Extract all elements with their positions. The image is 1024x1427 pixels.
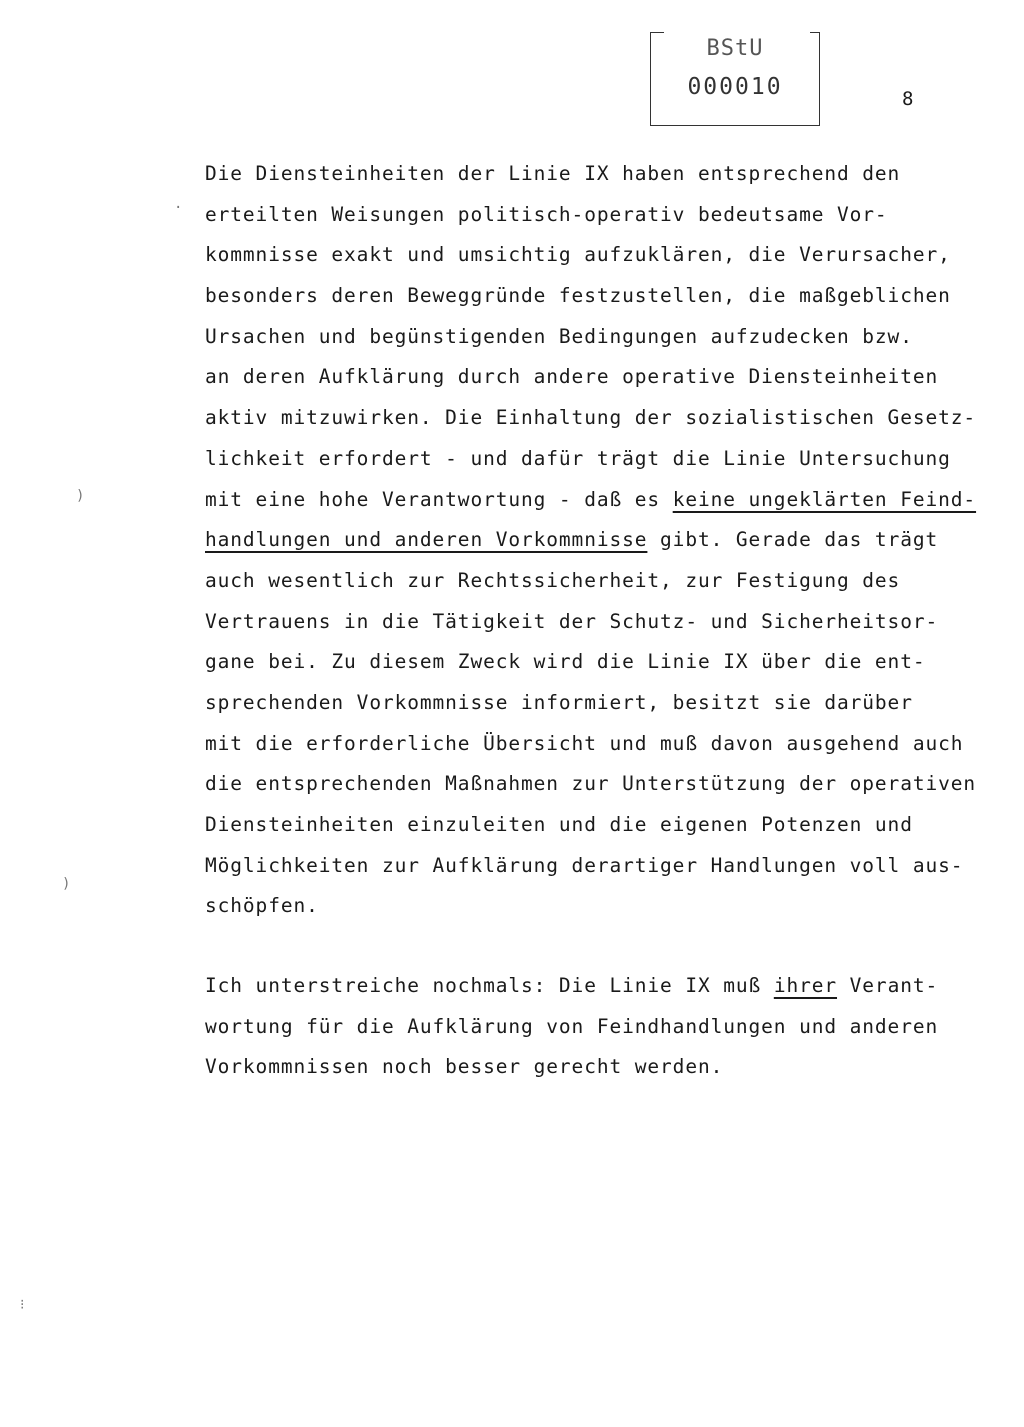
stamp-number: 000010: [687, 74, 783, 100]
text-line: [205, 317, 985, 358]
text-line: [205, 764, 985, 805]
page-number: 8: [902, 88, 914, 110]
text-line: [205, 724, 985, 765]
text-segment: Vorkommnissen noch besser gerecht werden.: [205, 1055, 724, 1079]
text-segment: gibt. Gerade das trägt: [647, 528, 939, 552]
stamp-organization: BStU: [706, 36, 764, 61]
text-segment: sprechenden Vorkommnisse informiert, besitzt sie darüber: [205, 690, 913, 714]
text-line: [205, 966, 985, 1007]
text-segment: Ich unterstreiche nochmals: Die Linie IX muß: [205, 974, 774, 997]
stamp-frame-corner: [650, 32, 664, 33]
text-line: [205, 154, 985, 195]
underlined-text: handlungen und anderen Vorkommnisse: [205, 528, 648, 552]
text-line: [205, 398, 985, 439]
text-segment: erteilten Weisungen politisch-operativ bedeutsame Vor-: [205, 202, 888, 226]
text-segment: Verant-: [837, 974, 939, 997]
text-segment: mit eine hohe Verantwortung - daß es: [205, 487, 673, 511]
text-line: [205, 561, 985, 602]
text-segment: kommnisse exakt und umsichtig aufzuklären, die Verursacher,: [205, 243, 951, 267]
margin-mark: ⁝: [20, 1297, 25, 1313]
underlined-text: keine ungeklärten Feind-: [672, 487, 977, 511]
text-line: [205, 480, 985, 521]
text-segment: Vertrauens in die Tätigkeit der Schutz- und Sicherheitsor-: [205, 609, 939, 633]
text-segment: Ursachen und begünstigenden Bedingungen aufzudecken bzw.: [205, 324, 913, 348]
text-line: [205, 195, 985, 236]
margin-mark: ): [76, 488, 85, 504]
text-segment: schöpfen.: [205, 894, 319, 918]
margin-mark: ·: [174, 200, 183, 216]
text-line: [205, 642, 985, 683]
text-line: [205, 357, 985, 398]
text-line: [205, 235, 985, 276]
text-line: [205, 520, 985, 561]
text-segment: aktiv mitzuwirken. Die Einhaltung der sozialistischen Gesetz-: [205, 406, 977, 430]
text-segment: Diensteinheiten einzuleiten und die eigenen Potenzen und: [205, 813, 913, 836]
stamp-frame-corner: [810, 32, 820, 33]
text-segment: besonders deren Beweggründe festzustellen, die maßgeblichen: [205, 284, 951, 308]
text-segment: Die Diensteinheiten der Linie IX haben entsprechend den: [205, 162, 901, 185]
text-segment: lichkeit erfordert - und dafür trägt die Linie Untersuchung: [205, 446, 951, 470]
text-segment: gane bei. Zu diesem Zweck wird die Linie IX über die ent-: [205, 650, 926, 674]
text-line: [205, 1007, 985, 1048]
text-line: [205, 439, 985, 480]
margin-mark: ): [62, 876, 71, 892]
underlined-text: ihrer: [773, 974, 838, 997]
text-segment: auch wesentlich zur Rechtssicherheit, zur Festigung des: [205, 568, 901, 592]
text-segment: die entsprechenden Maßnahmen zur Unterstützung der operativen: [205, 772, 977, 796]
text-line: [205, 683, 985, 724]
text-segment: Möglichkeiten zur Aufklärung derartiger Handlungen voll aus-: [205, 853, 964, 877]
text-segment: mit die erforderliche Übersicht und muß davon ausgehend auch: [205, 731, 964, 755]
text-line: [205, 886, 985, 927]
paragraph-2: [205, 966, 985, 1088]
paragraph-1: [205, 154, 985, 927]
text-line: [205, 602, 985, 643]
archive-stamp: [650, 32, 820, 126]
text-line: [205, 276, 985, 317]
text-segment: wortung für die Aufklärung von Feindhandlungen und anderen: [205, 1014, 939, 1038]
text-line: [205, 1047, 985, 1088]
text-line: [205, 805, 985, 846]
text-segment: an deren Aufklärung durch andere operative Diensteinheiten: [205, 365, 939, 389]
text-line: [205, 846, 985, 887]
